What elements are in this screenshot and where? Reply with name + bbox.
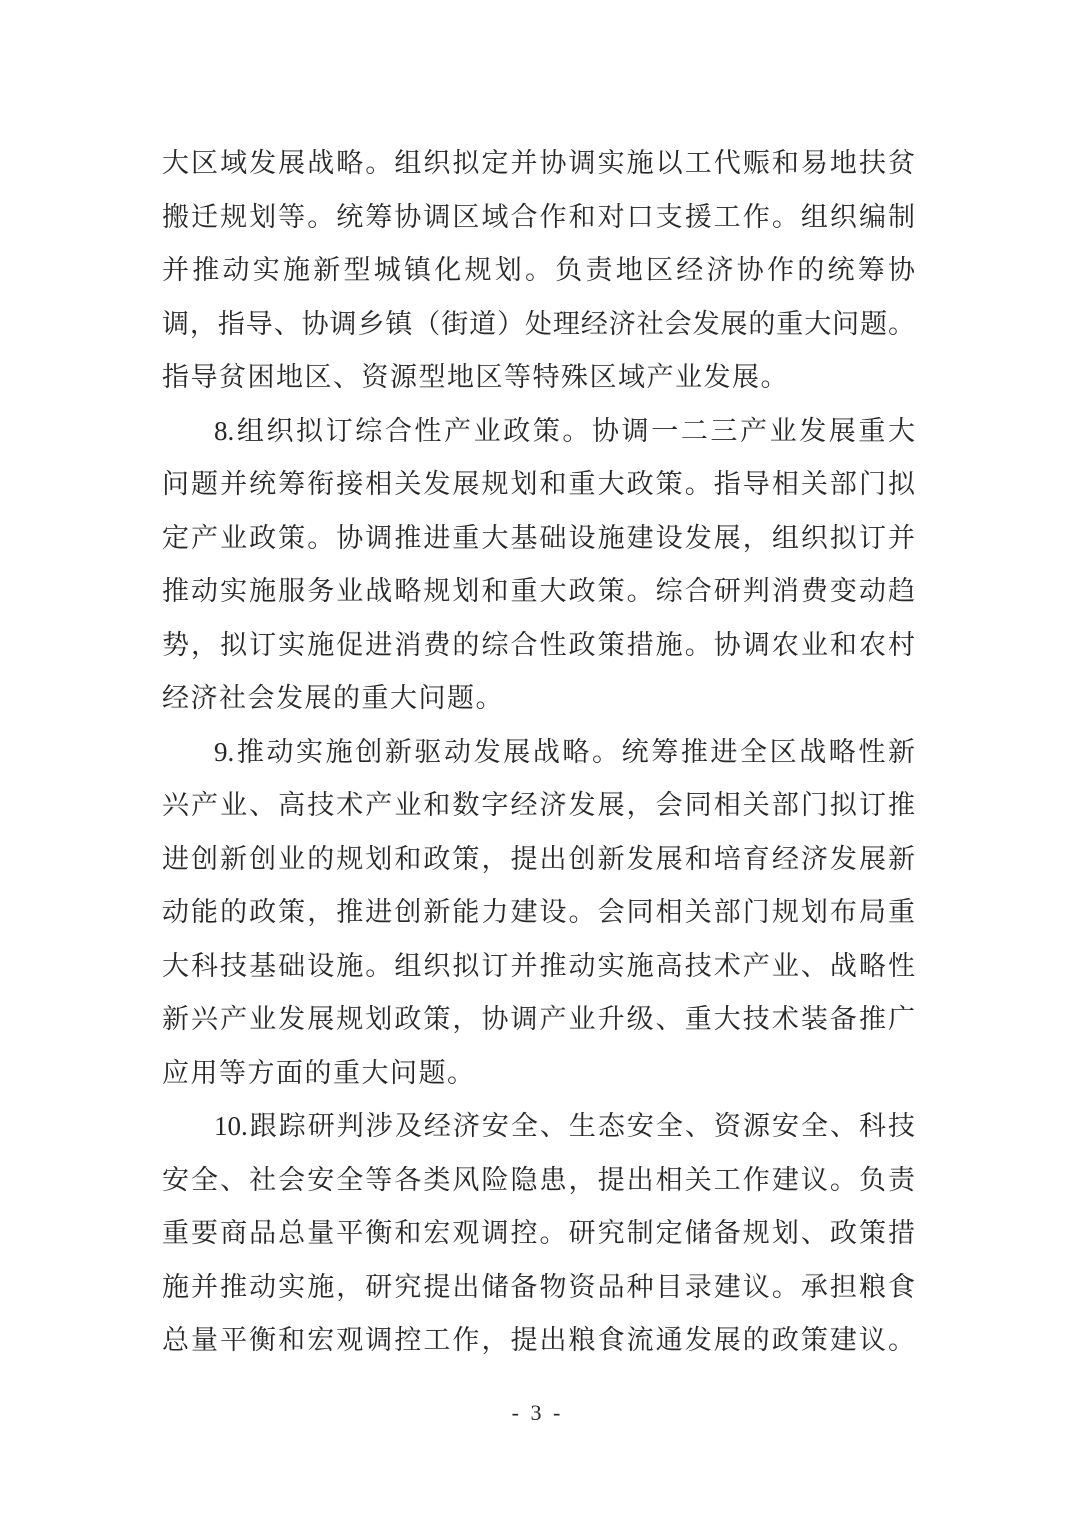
text-line: 进创新创业的规划和政策，提出创新发展和培育经济发展新: [162, 843, 915, 874]
text-line: 调，指导、协调乡镇（街道）处理经济社会发展的重大问题。: [162, 308, 915, 339]
text-line: 总量平衡和宏观调控工作，提出粮食流通发展的政策建议。: [162, 1325, 915, 1355]
paragraph: [162, 1100, 915, 1368]
text-line: 应用等方面的重大问题。: [162, 1057, 476, 1088]
text-line: 经济社会发展的重大问题。: [162, 683, 504, 713]
paragraph: [162, 405, 915, 726]
text-line: 施并推动实施，研究提出储备物资品种目录建议。承担粮食: [162, 1271, 915, 1302]
paragraph: [162, 726, 915, 1101]
paragraph: [162, 137, 915, 405]
page-number: - 3 -: [511, 1400, 564, 1425]
text-line: 问题并统筹衔接相关发展规划和重大政策。指导相关部门拟: [162, 469, 915, 499]
text-line: 兴产业、高技术产业和数字经济发展，会同相关部门拟订推: [162, 790, 915, 820]
text-line: 10.跟踪研判涉及经济安全、生态安全、资源安全、科技: [214, 1111, 915, 1141]
document-body: [162, 137, 915, 1368]
text-line: 搬迁规划等。统筹协调区域合作和对口支援工作。组织编制: [162, 201, 915, 232]
text-line: 重要商品总量平衡和宏观调控。研究制定储备规划、政策措: [162, 1218, 915, 1248]
text-line: 推动实施服务业战略规划和重大政策。综合研判消费变动趋: [162, 576, 915, 606]
text-line: 动能的政策，推进创新能力建设。会同相关部门规划布局重: [162, 897, 915, 927]
text-line: 8.组织拟订综合性产业政策。协调一二三产业发展重大: [214, 415, 915, 446]
text-line: 指导贫困地区、资源型地区等特殊区域产业发展。: [162, 362, 789, 392]
text-line: 新兴产业发展规划政策，协调产业升级、重大技术装备推广: [162, 1004, 915, 1034]
text-line: 大科技基础设施。组织拟订并推动实施高技术产业、战略性: [162, 950, 915, 981]
text-line: 安全、社会安全等各类风险隐患，提出相关工作建议。负责: [162, 1164, 915, 1195]
text-line: 大区域发展战略。组织拟定并协调实施以工代赈和易地扶贫: [162, 148, 915, 178]
text-line: 并推动实施新型城镇化规划。负责地区经济协作的统筹协: [162, 255, 915, 285]
text-line: 定产业政策。协调推进重大基础设施建设发展，组织拟订并: [162, 522, 915, 553]
text-line: 9.推动实施创新驱动发展战略。统筹推进全区战略性新: [214, 736, 915, 767]
text-line: 势，拟订实施促进消费的综合性政策措施。协调农业和农村: [162, 629, 915, 660]
